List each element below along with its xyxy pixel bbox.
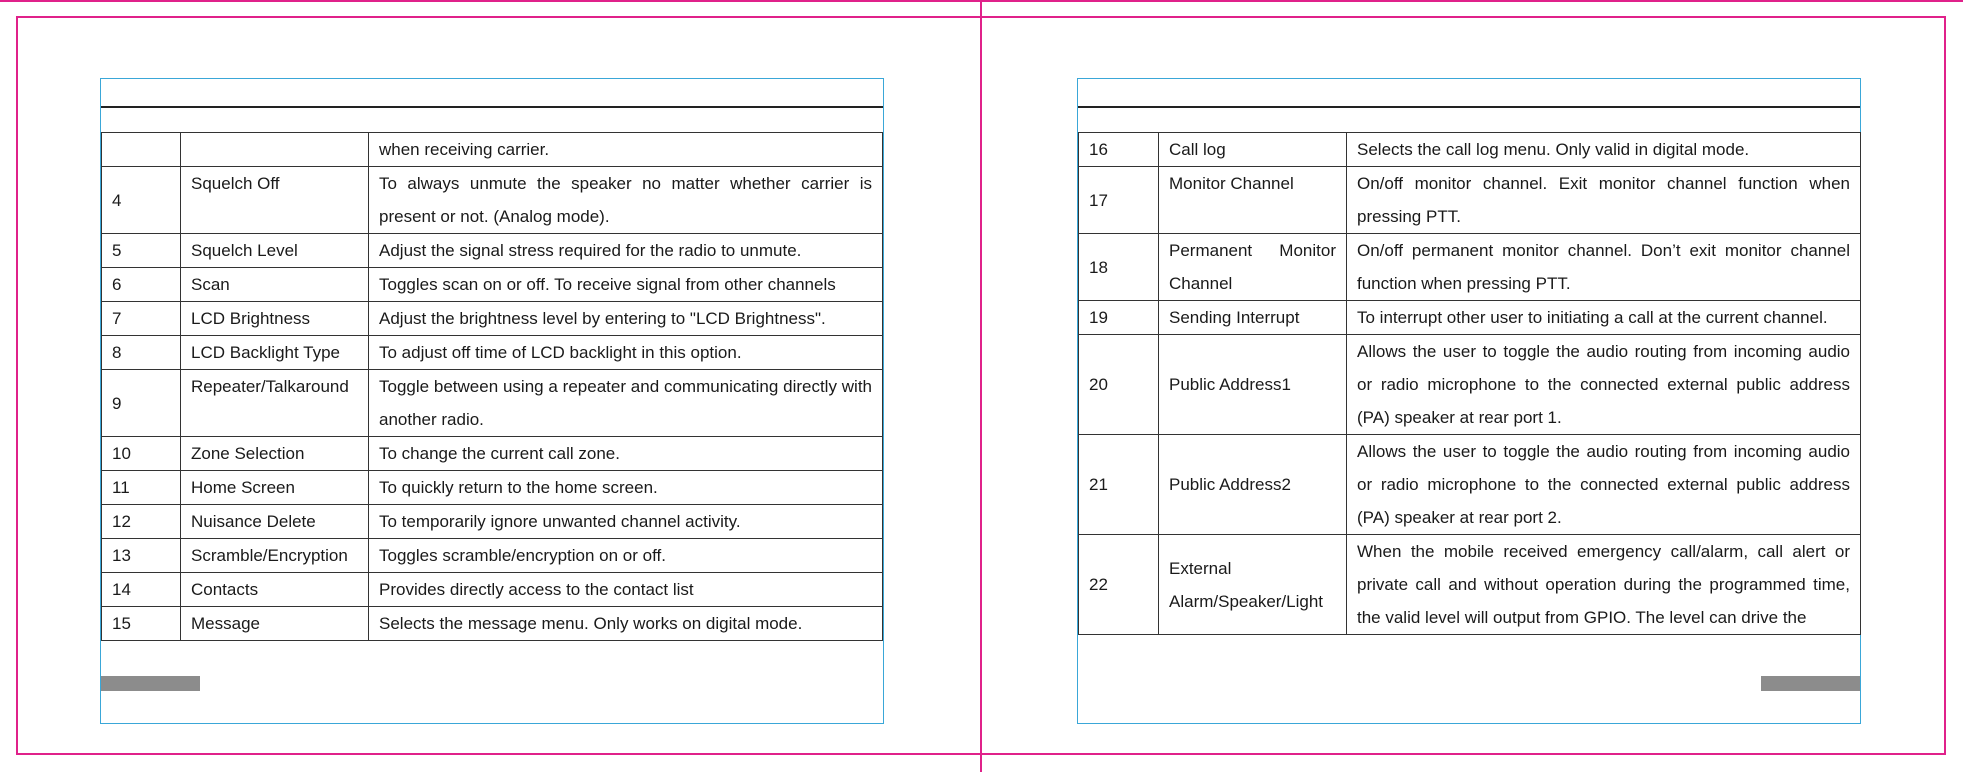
table-row	[102, 268, 883, 302]
row-number: 6	[102, 268, 181, 302]
function-name: Scan	[181, 268, 369, 302]
function-description: Selects the call log menu. Only valid in digital mode.	[1347, 133, 1861, 167]
table-row	[102, 336, 883, 370]
table-row	[102, 505, 883, 539]
table-row	[102, 302, 883, 336]
table-row	[102, 607, 883, 641]
row-number: 14	[102, 573, 181, 607]
function-description: Allows the user to toggle the audio routing from incoming audio or radio microphone to the connected external public address (PA) speaker at rear port 2.	[1347, 435, 1861, 535]
row-number: 5	[102, 234, 181, 268]
function-description: To quickly return to the home screen.	[369, 471, 883, 505]
row-number: 13	[102, 539, 181, 573]
row-number: 7	[102, 302, 181, 336]
right-page-tab	[1761, 676, 1860, 691]
table-row	[1079, 167, 1861, 234]
row-number: 4	[102, 167, 181, 234]
row-number: 21	[1079, 435, 1159, 535]
left-page-tab	[101, 676, 200, 691]
row-number: 9	[102, 370, 181, 437]
function-description: On/off permanent monitor channel. Don’t exit monitor channel function when pressing PTT.	[1347, 234, 1861, 301]
function-description: Adjust the signal stress required for the radio to unmute.	[369, 234, 883, 268]
row-number	[102, 133, 181, 167]
function-description: Selects the message menu. Only works on digital mode.	[369, 607, 883, 641]
row-number: 12	[102, 505, 181, 539]
table-row	[1079, 133, 1861, 167]
spine-guide	[980, 0, 982, 772]
row-number: 18	[1079, 234, 1159, 301]
function-name: Squelch Off	[181, 167, 369, 234]
table-row	[102, 234, 883, 268]
function-name: Scramble/Encryption	[181, 539, 369, 573]
table-row	[102, 573, 883, 607]
row-number: 11	[102, 471, 181, 505]
function-description: Provides directly access to the contact list	[369, 573, 883, 607]
table-row	[1079, 435, 1861, 535]
function-name	[181, 133, 369, 167]
table-row	[1079, 301, 1861, 335]
function-name: Sending Interrupt	[1159, 301, 1347, 335]
function-name: Nuisance Delete	[181, 505, 369, 539]
function-name: Public Address2	[1159, 435, 1347, 535]
table-row	[102, 539, 883, 573]
row-number: 17	[1079, 167, 1159, 234]
row-number: 8	[102, 336, 181, 370]
right-header-rule	[1078, 106, 1860, 108]
left-header-rule	[101, 106, 883, 108]
function-description: Adjust the brightness level by entering to "LCD Brightness".	[369, 302, 883, 336]
function-description: To change the current call zone.	[369, 437, 883, 471]
table-row	[1079, 535, 1861, 635]
function-description: when receiving carrier.	[369, 133, 883, 167]
function-name: Call log	[1159, 133, 1347, 167]
table-row	[102, 437, 883, 471]
table-row	[102, 471, 883, 505]
row-number: 22	[1079, 535, 1159, 635]
function-description: To interrupt other user to initiating a call at the current channel.	[1347, 301, 1861, 335]
function-name: Zone Selection	[181, 437, 369, 471]
table-row	[102, 133, 883, 167]
row-number: 10	[102, 437, 181, 471]
function-name: Squelch Level	[181, 234, 369, 268]
row-number: 16	[1079, 133, 1159, 167]
function-name: LCD Brightness	[181, 302, 369, 336]
table-row	[102, 167, 883, 234]
function-description: Toggles scan on or off. To receive signal from other channels	[369, 268, 883, 302]
function-description: Toggles scramble/encryption on or off.	[369, 539, 883, 573]
row-number: 15	[102, 607, 181, 641]
function-name: External Alarm/Speaker/Light	[1159, 535, 1347, 635]
function-name: Public Address1	[1159, 335, 1347, 435]
function-description: On/off monitor channel. Exit monitor channel function when pressing PTT.	[1347, 167, 1861, 234]
function-description: To adjust off time of LCD backlight in this option.	[369, 336, 883, 370]
function-description: Allows the user to toggle the audio routing from incoming audio or radio microphone to the connected external public address (PA) speaker at rear port 1.	[1347, 335, 1861, 435]
function-name: Message	[181, 607, 369, 641]
row-number: 20	[1079, 335, 1159, 435]
function-name: Monitor Channel	[1159, 167, 1347, 234]
function-name: Repeater/Talkaround	[181, 370, 369, 437]
row-number: 19	[1079, 301, 1159, 335]
function-name: Home Screen	[181, 471, 369, 505]
table-row	[1079, 234, 1861, 301]
function-description: Toggle between using a repeater and communicating directly with another radio.	[369, 370, 883, 437]
left-function-table	[101, 132, 883, 641]
function-name: Permanent Monitor Channel	[1159, 234, 1347, 301]
right-function-table	[1078, 132, 1861, 635]
function-name: Contacts	[181, 573, 369, 607]
table-row	[102, 370, 883, 437]
table-row	[1079, 335, 1861, 435]
function-name: LCD Backlight Type	[181, 336, 369, 370]
function-description: When the mobile received emergency call/alarm, call alert or private call and without operation during the programmed time, the valid level will output from GPIO. The level can drive the	[1347, 535, 1861, 635]
function-description: To temporarily ignore unwanted channel activity.	[369, 505, 883, 539]
function-description: To always unmute the speaker no matter whether carrier is present or not. (Analog mode).	[369, 167, 883, 234]
